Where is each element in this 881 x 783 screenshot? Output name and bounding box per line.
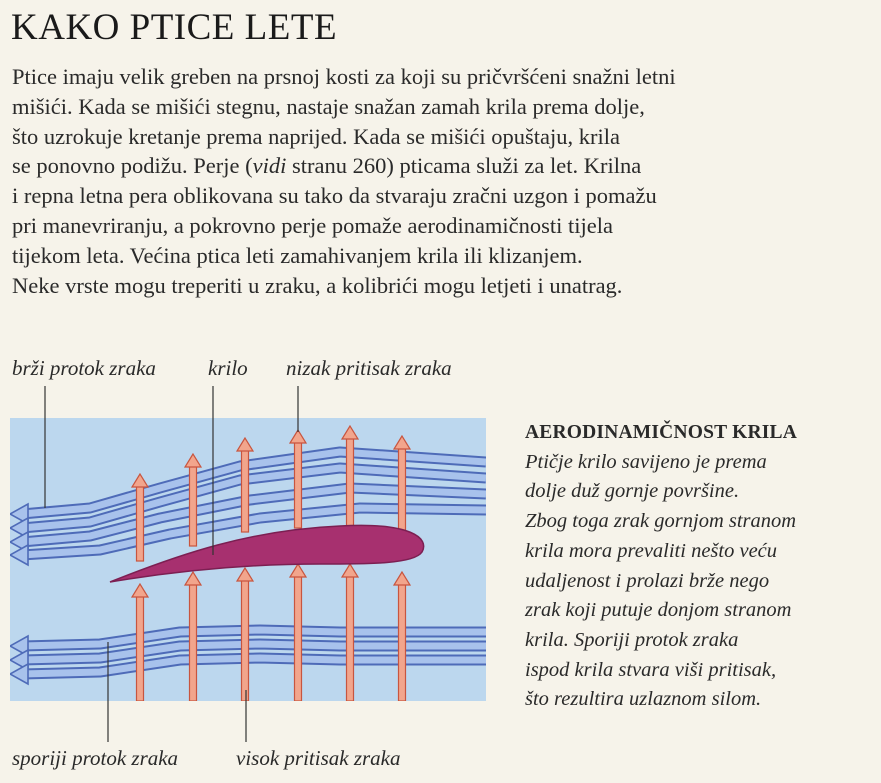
caption-heading: AERODINAMIČNOST KRILA <box>525 422 798 443</box>
body-line: tijekom leta. Većina ptica leti zamahivanjem krila ili klizanjem. <box>12 242 583 268</box>
diagram-caption <box>525 418 875 715</box>
caption-line: udaljenost i prolazi brže nego <box>525 569 770 592</box>
upper-pressure-arrow-4-shaft <box>295 440 302 528</box>
upper-pressure-arrow-6-head <box>394 436 410 449</box>
label-high-pressure: visok pritisak zraka <box>236 746 401 770</box>
body-line: i repna letna pera oblikovana su tako da stvaraju zračni uzgon i pomažu <box>12 183 657 209</box>
body-line: što uzrokuje kretanje prema naprijed. Kada se mišići opuštaju, krila <box>12 123 620 149</box>
label-faster-airflow: brži protok zraka <box>12 356 156 380</box>
upper-pressure-arrow-3-head <box>237 438 253 451</box>
airfoil-diagram <box>10 418 486 701</box>
caption-line: zrak koji putuje donjom stranom <box>525 599 792 622</box>
upper-pressure-arrow-5-shaft <box>347 436 354 530</box>
body-line: Ptice imaju velik greben na prsnoj kosti za koji su pričvršćeni snažni letni <box>12 64 676 89</box>
label-slower-airflow: sporiji protok zraka <box>12 746 179 770</box>
lower-pressure-arrow-2-shaft <box>190 582 197 701</box>
upper-pressure-arrow-6-shaft <box>399 446 406 536</box>
label-low-pressure: nizak pritisak zraka <box>286 356 452 380</box>
lower-pressure-arrow-5-head <box>342 564 358 577</box>
upper-pressure-arrow-2-head <box>185 454 201 467</box>
lower-pressure-arrow-6-shaft <box>399 582 406 701</box>
lower-pressure-arrow-4-head <box>290 564 306 577</box>
body-line: mišići. Kada se mišići stegnu, nastaje snažan zamah krila prema dolje, <box>12 93 645 119</box>
upper-airflow-line-4-head <box>10 545 28 565</box>
body-line: pri manevriranju, a pokrovno perje pomaže aerodinamičnosti tijela <box>12 212 614 238</box>
lower-pressure-arrow-3-head <box>237 568 253 581</box>
airfoil-diagram-svg <box>10 418 486 701</box>
lower-pressure-arrow-3-shaft <box>242 578 249 701</box>
upper-pressure-arrow-5-head <box>342 426 358 439</box>
lower-pressure-arrow-1-head <box>132 584 148 597</box>
upper-pressure-arrow-2-shaft <box>190 464 197 546</box>
body-line: Neke vrste mogu treperiti u zraku, a kolibrići mogu letjeti i unatrag. <box>12 272 623 298</box>
caption-line: dolje duž gornje površine. <box>525 480 740 503</box>
cross-reference-word: vidi <box>252 153 287 179</box>
page-title: KAKO PTICE LETE <box>11 7 338 48</box>
upper-pressure-arrow-1-head <box>132 474 148 487</box>
lower-airflow-line-3-head <box>10 664 28 684</box>
caption-line: Ptičje krilo savijeno je prema <box>525 450 767 473</box>
lower-pressure-arrow-5-shaft <box>347 574 354 701</box>
caption-line: ispod krila stvara viši pritisak, <box>525 658 777 681</box>
lower-pressure-arrow-1-shaft <box>137 594 144 701</box>
caption-line: Zbog toga zrak gornjom stranom <box>525 510 797 533</box>
body-paragraph <box>12 62 872 300</box>
caption-line: krila. Sporiji protok zraka <box>525 628 739 651</box>
caption-line: što rezultira uzlaznom silom. <box>525 688 762 711</box>
body-line: se ponovno podižu. Perje (vidi stranu 260) pticama služi za let. Krilna <box>12 153 642 179</box>
upper-pressure-arrow-3-shaft <box>242 448 249 532</box>
lower-pressure-arrow-4-shaft <box>295 574 302 701</box>
lower-pressure-arrow-6-head <box>394 572 410 585</box>
label-wing: krilo <box>208 356 248 380</box>
upper-pressure-arrow-4-head <box>290 430 306 443</box>
upper-pressure-arrow-1-shaft <box>137 484 144 561</box>
caption-line: krila mora prevaliti nešto veću <box>525 539 778 562</box>
lower-pressure-arrow-2-head <box>185 572 201 585</box>
